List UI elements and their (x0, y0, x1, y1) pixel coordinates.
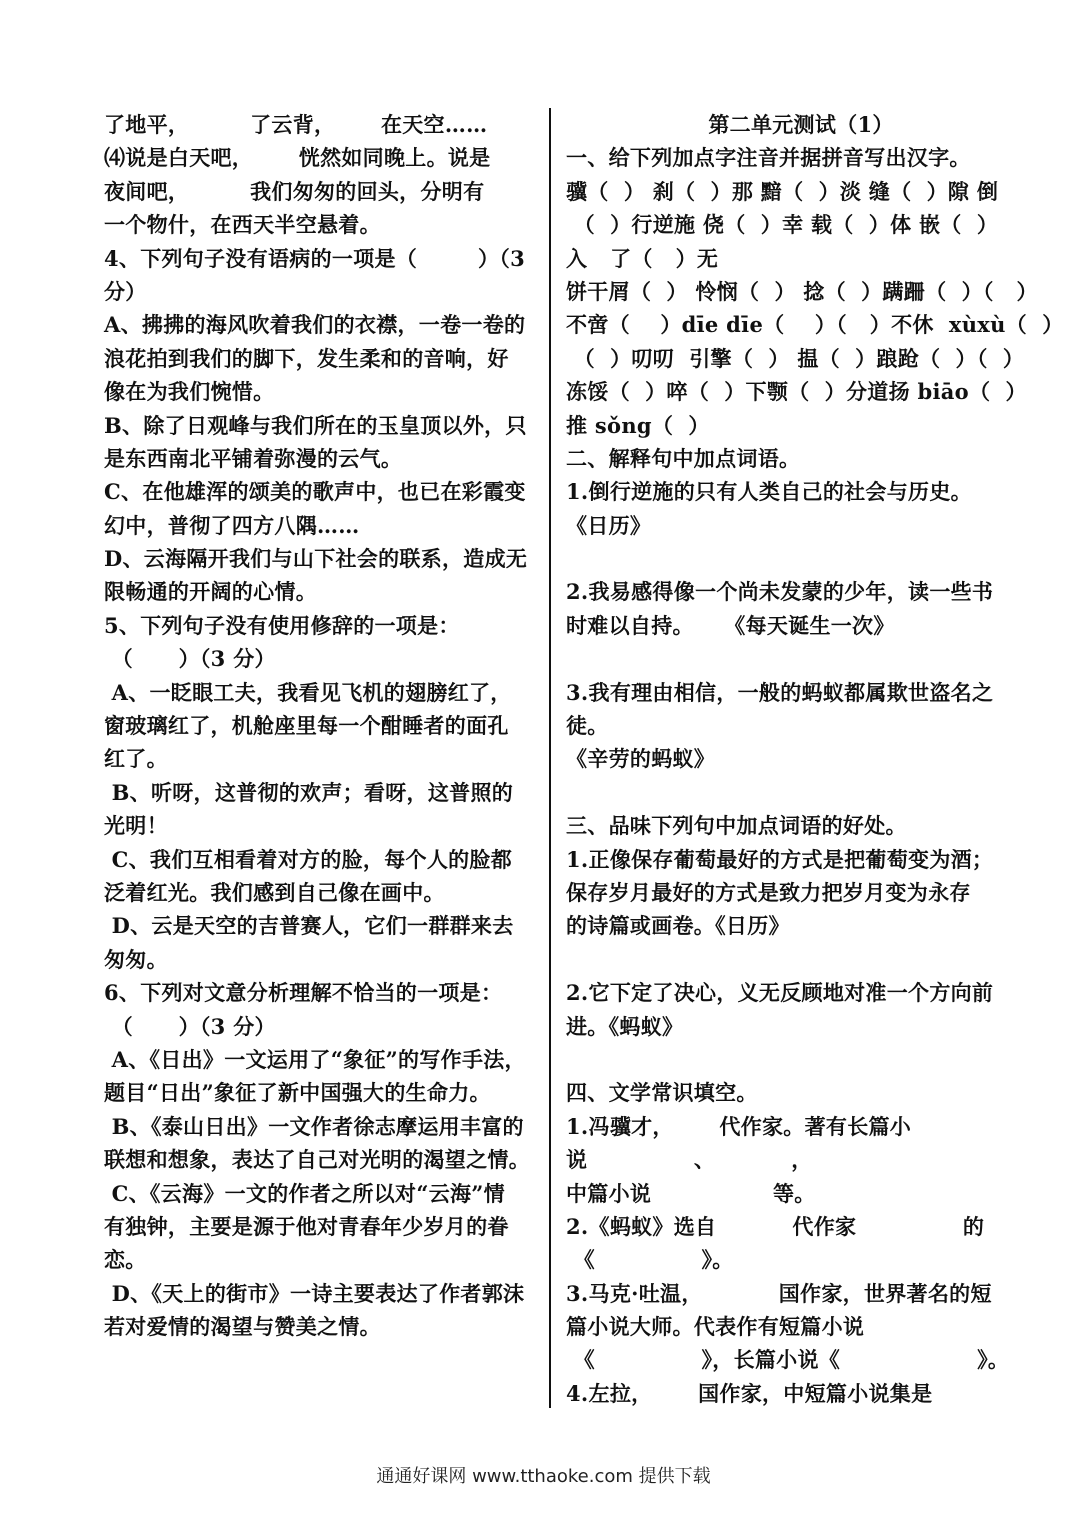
text-line: 入 了（ ）无 (566, 245, 719, 271)
text-line (566, 943, 996, 976)
text-line (566, 542, 996, 575)
text-line: 推 sǒng（ ） (566, 412, 710, 438)
text-line: C、《云海》一文的作者之所以对“云海”情 (104, 1180, 505, 1206)
text-line: 中篇小说 等。 (566, 1180, 816, 1206)
text-line: 徒。 (566, 713, 609, 739)
text-line: （ ）行逆施 侥（ ）幸 载（ ）体 嵌（ ） (566, 212, 999, 238)
text-line: 2.《蚂蚁》选自 代作家 的 (566, 1213, 985, 1239)
text-line: 是东西南北平铺着弥漫的云气。 (104, 445, 403, 471)
text-line: 不啻（ ）dīe dīe（ ）（ ）不休 xùxù（ ） (566, 312, 1064, 338)
text-line: 《辛劳的蚂蚁》 (566, 746, 716, 772)
text-line: 进。《蚂蚁》 (566, 1013, 684, 1039)
text-line: 篇小说大师。代表作有短篇小说 (566, 1314, 865, 1340)
text-line: 窗玻璃红了，机舱座里每一个酣睡者的面孔 (104, 713, 509, 739)
text-line: 四、文学常识填空。 (566, 1080, 758, 1106)
text-line: D、《天上的街市》一诗主要表达了作者郭沫 (104, 1280, 525, 1306)
text-line: 饼干屑（ ） 怜悯（ ） 捻（ ）蹒跚（ ）（ ） (566, 278, 1038, 304)
text-line: 3.马克·吐温， 国作家，世界著名的短 (566, 1280, 992, 1306)
text-line: C、在他雄浑的颂美的歌声中，也已在彩霞变 (104, 479, 526, 505)
text-line: 光明！ (104, 813, 168, 839)
text-line: 若对爱情的渴望与赞美之情。 (104, 1314, 381, 1340)
text-line: 像在为我们惋惜。 (104, 379, 275, 405)
text-line: 时难以自持。 《每天诞生一次》 (566, 612, 895, 638)
text-line: 保存岁月最好的方式是致力把岁月变为永存 (566, 879, 971, 905)
text-line: 4.左拉， 国作家，中短篇小说集是 (566, 1380, 933, 1406)
text-line: A、一眨眼工夫，我看见飞机的翅膀红了， (104, 679, 512, 705)
text-line: 题目“日出”象征了新中国强大的生命力。 (104, 1080, 491, 1106)
text-line: ⑷说是白天吧， 恍然如同晚上。说是 (104, 145, 491, 171)
text-line: （ ）叨叨 引擎（ ） 揾（ ）踉跄（ ）（ ） (566, 345, 1025, 371)
text-line: 恋。 (104, 1247, 147, 1273)
text-line: 4、下列句子没有语病的一项是（ ）（3 (104, 245, 526, 271)
text-line: 匆匆。 (104, 946, 168, 972)
text-line: 红了。 (104, 746, 168, 772)
text-line: 1.正像保存葡萄最好的方式是把葡萄变为酒； (566, 846, 994, 872)
footer-watermark: 通通好课网 www.tthaoke.com 提供下载 (376, 1466, 711, 1487)
text-line: 泛着红光。我们感到自己像在画中。 (104, 879, 445, 905)
text-line (566, 776, 996, 809)
text-line: 的诗篇或画卷。《日历》 (566, 913, 790, 939)
text-line: 1.倒行逆施的只有人类自己的社会与历史。 (566, 479, 972, 505)
text-line: D、云海隔开我们与山下社会的联系，造成无 (104, 546, 528, 572)
text-line: A、拂拂的海风吹着我们的衣襟，一卷一卷的 (104, 312, 526, 338)
right-column (566, 108, 1064, 1410)
text-line: 2.我易感得像一个尚未发蒙的少年，读一些书 (566, 579, 994, 605)
text-line: 3.我有理由相信，一般的蚂蚁都属欺世盗名之 (566, 679, 994, 705)
text-line: 说 、 ， (566, 1147, 813, 1173)
text-line: 了地平， 了云背， 在天空…… (104, 112, 488, 137)
section-title: 第二单元测试（1） (708, 112, 894, 137)
text-line: 一、给下列加点字注音并据拼音写出汉字。 (566, 145, 971, 171)
text-line (566, 1043, 996, 1076)
left-column (104, 108, 538, 1343)
text-line: 浪花拍到我们的脚下，发生柔和的音响，好 (104, 345, 509, 371)
text-line: （ ）（3 分） (104, 646, 276, 672)
text-line: 三、品味下列句中加点词语的好处。 (566, 813, 907, 839)
text-line: （ ）（3 分） (104, 1013, 276, 1039)
text-line: 冻馁（ ）啐（ ）下颚（ ）分道扬 biāo（ ） (566, 379, 1027, 405)
text-line: B、除了日观峰与我们所在的玉皇顶以外，只 (104, 412, 527, 438)
text-line: B、听呀，这普彻的欢声；看呀，这普照的 (104, 779, 514, 805)
text-line: 夜间吧， 我们匆匆的回头，分明有 (104, 178, 485, 204)
text-line: 有独钟，主要是源于他对青春年少岁月的眷 (104, 1213, 509, 1239)
text-line: 2.它下定了决心，义无反顾地对准一个方向前 (566, 980, 994, 1006)
text-line: A、《日出》一文运用了“象征”的写作手法， (104, 1046, 526, 1072)
text-line: 《 》。 (566, 1247, 734, 1273)
column-divider (549, 108, 551, 1408)
text-line: 骥（ ） 刹（ ）那 黯（ ）淡 缝（ ）隙 倒 (566, 178, 999, 204)
text-line: 二、解释句中加点词语。 (566, 445, 801, 471)
text-line (566, 642, 996, 675)
text-line: 一个物什，在西天半空悬着。 (104, 212, 381, 238)
text-line: 幻中，普彻了四方八隅…… (104, 512, 360, 538)
text-line: 《 》，长篇小说《 》。 (566, 1347, 1010, 1373)
text-line: 联想和想象，表达了自己对光明的渴望之情。 (104, 1147, 530, 1173)
text-line: 《日历》 (566, 512, 652, 538)
text-line: 分） (104, 278, 147, 304)
text-line: B、《泰山日出》一文作者徐志摩运用丰富的 (104, 1113, 524, 1139)
text-line: 5、下列句子没有使用修辞的一项是： (104, 612, 460, 638)
text-line: C、我们互相看着对方的脸，每个人的脸都 (104, 846, 513, 872)
text-line: 限畅通的开阔的心情。 (104, 579, 317, 605)
text-line: 1.冯骥才， 代作家。著有长篇小 (566, 1113, 912, 1139)
text-line: 6、下列对文意分析理解不恰当的一项是： (104, 980, 503, 1006)
text-line: D、云是天空的吉普赛人，它们一群群来去 (104, 913, 514, 939)
